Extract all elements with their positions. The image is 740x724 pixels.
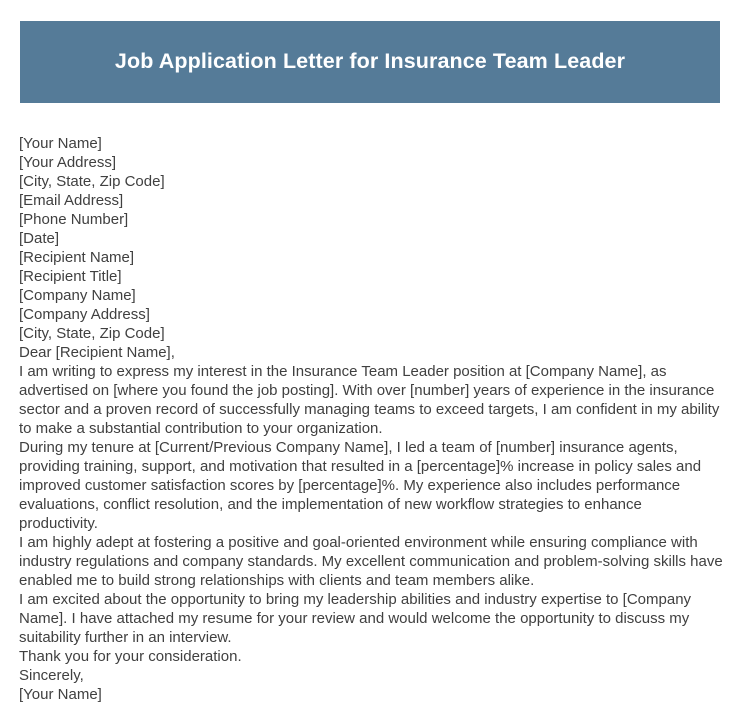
letter-line: [Company Address] [19,306,150,323]
letter-header-banner [20,21,720,103]
letter-line: [Recipient Title] [19,268,122,285]
letter-line: [Recipient Name] [19,249,135,266]
letter-line: [Your Name] [19,135,102,152]
letter-paragraph: Thank you for your consideration. [19,648,242,665]
letter-line: [Phone Number] [19,211,129,228]
letter-paragraph: I am highly adept at fostering a positive and goal-oriented environment while ensuring compliance with industry regulations and company standards. My excellent communication and problem-solving skills have enabled me to build strong relationships with clients and team members alike. [19,534,727,589]
letter-closing: Sincerely, [19,667,84,684]
letter-paragraph: I am writing to express my interest in the Insurance Team Leader position at [Company Name], as advertised on [where you found the job posting]. With over [number] years of experience in the insurance sector and a proven record of successfully managing teams to exceed targets, I am confident in my ability to make a substantial contribution to your organization. [19,363,724,437]
letter-signature: [Your Name] [19,686,102,703]
letter-paragraph: During my tenure at [Current/Previous Company Name], I led a team of [number] insurance agents, providing training, support, and motivation that resulted in a [percentage]% increase in policy sales and improved customer satisfaction scores by [percentage]%. My experience also includes performance evaluations, conflict resolution, and the implementation of new workflow strategies to enhance productivity. [19,439,706,532]
letter-salutation: Dear [Recipient Name], [19,344,175,361]
letter-body [19,134,727,704]
page-title: Job Application Letter for Insurance Team Leader [114,49,626,74]
letter-line: [Your Address] [19,154,117,171]
letter-line: [City, State, Zip Code] [19,325,165,342]
letter-paragraph: I am excited about the opportunity to bring my leadership abilities and industry expertise to [Company Name]. I have attached my resume for your review and would welcome the opportunity to discuss my suitability further in an interview. [19,591,696,646]
letter-line: [Company Name] [19,287,136,304]
letter-line: [Date] [19,230,60,247]
letter-line: [Email Address] [19,192,124,209]
letter-line: [City, State, Zip Code] [19,173,165,190]
